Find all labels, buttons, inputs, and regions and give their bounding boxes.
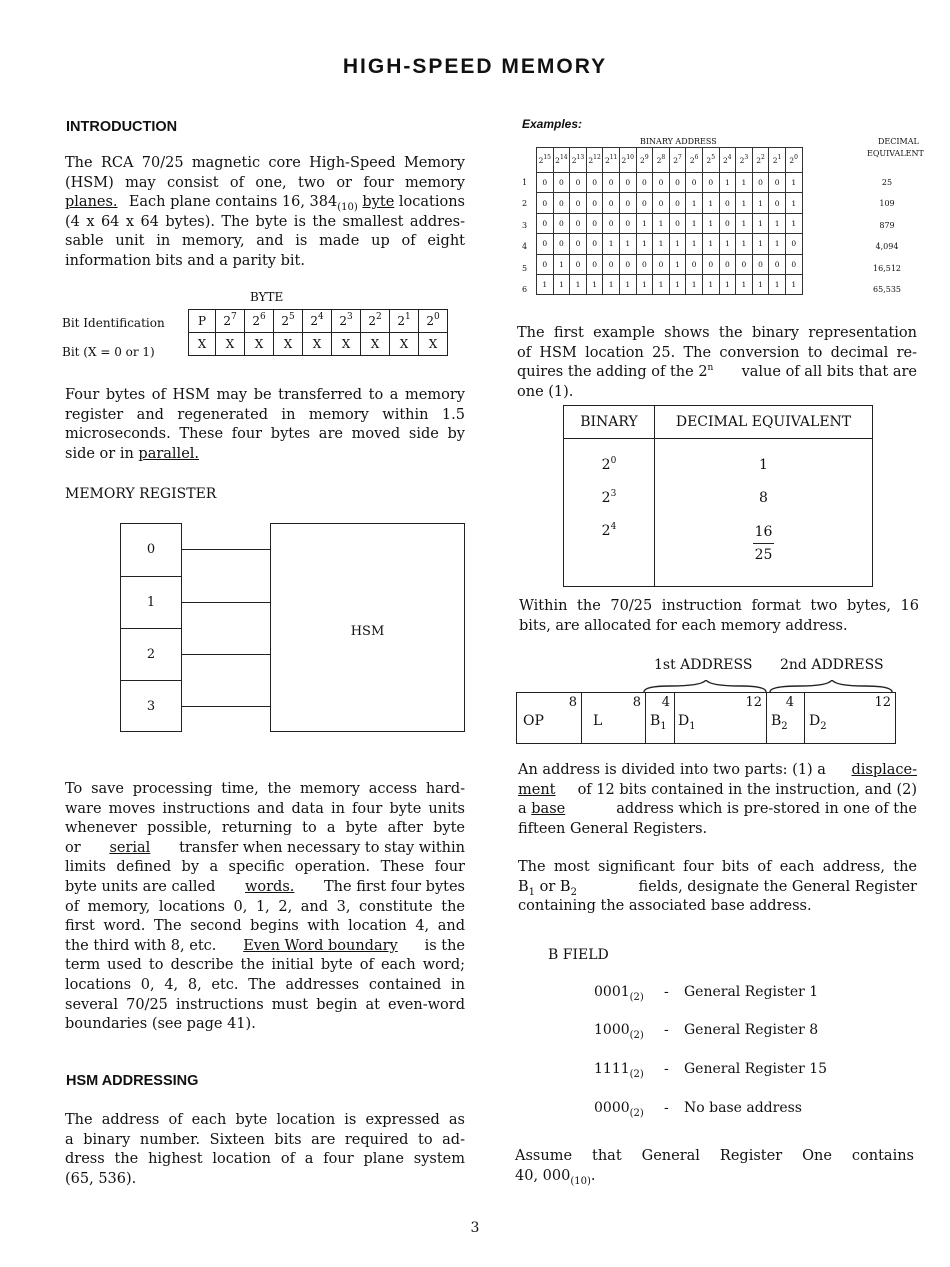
binary-bit-cell: 1 [669, 234, 686, 254]
binary-power: $2^0$ [601, 456, 617, 473]
binary-power-cell: $2^{12}$ [586, 148, 603, 173]
binary-bit-cell: 0 [553, 234, 570, 254]
intro-line: sable unit in memory, and is made up of eight [65, 233, 465, 250]
binary-bit-cell: 1 [603, 234, 620, 254]
processing-line [65, 839, 465, 859]
register-cell-2 [120, 628, 182, 681]
byte-bit-cell: $2^1$ [390, 310, 419, 333]
addressing-paragraph [65, 1111, 465, 1189]
binary-bit-cell: 0 [669, 213, 686, 233]
binary-bit-cell: 1 [736, 274, 753, 294]
byte-bit-cell: $2^5$ [274, 310, 303, 333]
intro-paragraph [65, 154, 465, 272]
binary-bit-cell: 0 [553, 193, 570, 213]
binary-bit-cell: 1 [686, 274, 703, 294]
binary-bit-cell: 1 [653, 213, 670, 233]
processing-text: the third with 8, etc. [65, 937, 217, 954]
binary-row-number: 5 [522, 263, 528, 273]
first-example-line: of HSM location 25. The conversion to decimal re- [517, 344, 917, 361]
binary-bit-cell: 0 [752, 173, 769, 193]
address-parts-text: a [518, 801, 527, 818]
term-displacement: displace- [851, 762, 917, 778]
binary-bit-cell: 0 [537, 254, 554, 274]
binary-bit-cell: 1 [785, 213, 802, 233]
binary-bit-cell: 0 [653, 193, 670, 213]
significant-bits-line: $B_1$ or $B_2$ fields, designate the General Register [518, 878, 917, 898]
b-field-entry: $0001_{(2)}$ - General Register 1 [594, 984, 819, 1003]
field-l [581, 693, 646, 743]
field-width: 12 [745, 695, 762, 710]
binary-bit-cell: 1 [702, 274, 719, 294]
binary-power-cell: $2^{13}$ [570, 148, 587, 173]
binary-bit-cell: 0 [653, 173, 670, 193]
page-title: HIGH-SPEED MEMORY [342, 55, 608, 78]
binary-bit-cell: 1 [619, 274, 636, 294]
subscript: (10) [337, 202, 358, 214]
binary-bit-cell: 1 [553, 254, 570, 274]
processing-line: boundaries (see page 41). [65, 1016, 256, 1033]
binary-bit-cell: 1 [719, 173, 736, 193]
binary-power-cell: $2^9$ [636, 148, 653, 173]
binary-bit-cell: 1 [752, 274, 769, 294]
processing-line: first word. The second begins with location 4, and [65, 918, 465, 935]
byte-value-cell: X [189, 333, 216, 356]
byte-table-title: BYTE [250, 290, 284, 304]
binary-decimal-value: 109 [879, 199, 895, 209]
binary-bit-cell: 0 [603, 213, 620, 233]
conversion-header-row [564, 406, 873, 439]
byte-value-cell: X [303, 333, 332, 356]
binary-bit-cell: 0 [702, 173, 719, 193]
first-example-line [517, 363, 917, 383]
intro-text: locations [398, 194, 465, 211]
memory-register-heading: MEMORY REGISTER [65, 486, 217, 502]
binary-bit-cell: 0 [636, 193, 653, 213]
binary-bit-cell: 1 [752, 234, 769, 254]
processing-line: To save processing time, the memory access hard- [65, 781, 465, 797]
binary-bit-cell: 0 [603, 193, 620, 213]
register-cell-0 [120, 523, 182, 577]
hsm-label: HSM [350, 624, 385, 639]
binary-bit-cell: 0 [537, 193, 554, 213]
significant-bits-paragraph [518, 858, 917, 917]
address-parts-text: of 12 bits contained in the instruction, and (2) [577, 781, 917, 798]
binary-bit-cell: 0 [785, 254, 802, 274]
b-field-entry: $0000_{(2)}$ - No base address [594, 1100, 802, 1119]
binary-bit-cell: 0 [537, 234, 554, 254]
binary-bit-cell: 1 [586, 274, 603, 294]
field-label: $B_1$ [650, 713, 667, 732]
binary-bit-cell: 0 [553, 173, 570, 193]
field-width: 8 [568, 695, 577, 710]
binary-bit-cell: 1 [769, 274, 786, 294]
address-parts-text: An address is divided into two parts: (1) a [518, 762, 826, 778]
binary-bit-cell: 1 [669, 274, 686, 294]
byte-value-cell: X [390, 333, 419, 356]
transfer-line: register and regenerated in memory within 1.5 [65, 406, 465, 423]
intro-heading: INTRODUCTION [66, 119, 178, 135]
b-field-entry: $1111_{(2)}$ - General Register 15 [594, 1061, 828, 1080]
binary-row [537, 193, 803, 213]
connector-line [182, 654, 270, 655]
binary-power: $2^3$ [601, 489, 617, 506]
intro-line: (HSM) may consist of one, two or four memory [65, 174, 465, 191]
byte-value-cell: X [274, 333, 303, 356]
field-label: $D_1$ [678, 713, 696, 732]
page-number: 3 [470, 1220, 480, 1236]
processing-line [65, 937, 465, 957]
binary-row [537, 234, 803, 254]
binary-bit-cell: 1 [736, 234, 753, 254]
binary-bit-cell: 1 [653, 274, 670, 294]
term-displacement: ment [518, 781, 556, 798]
decimal-total: 25 [754, 547, 773, 563]
address-parts-paragraph [518, 761, 917, 839]
binary-row [537, 213, 803, 233]
byte-row-values [189, 333, 448, 356]
binary-bit-cell: 1 [636, 274, 653, 294]
processing-line: of memory, locations 0, 1, 2, and 3, constitute the [65, 898, 465, 915]
assume-paragraph [515, 1147, 914, 1186]
conversion-table [563, 405, 873, 587]
second-address-label: 2nd ADDRESS [780, 657, 884, 673]
processing-line: limits defined by a specific operation. These four [65, 859, 465, 876]
binary-bit-cell: 1 [736, 173, 753, 193]
binary-row [537, 254, 803, 274]
binary-bit-cell: 1 [752, 213, 769, 233]
field-d2 [805, 693, 895, 743]
byte-value-cell: X [419, 333, 448, 356]
decimal-values [655, 439, 873, 587]
binary-bit-cell: 1 [553, 274, 570, 294]
address-parts-line [518, 800, 917, 820]
binary-row-number: 4 [522, 242, 528, 252]
binary-bit-cell: 1 [686, 234, 703, 254]
binary-column-header: BINARY [564, 406, 655, 439]
processing-text: or [65, 839, 81, 856]
binary-bit-cell: 0 [719, 193, 736, 213]
binary-decimal-value: 4,094 [875, 242, 899, 252]
first-address-label: 1st ADDRESS [654, 657, 753, 673]
hsm-box [270, 523, 465, 732]
binary-power-cell: $2^{11}$ [603, 148, 620, 173]
binary-bit-cell: 1 [702, 213, 719, 233]
binary-power-cell: $2^3$ [736, 148, 753, 173]
field-b2 [767, 693, 805, 743]
connector-line [182, 602, 270, 603]
binary-decimal-value: 16,512 [873, 263, 901, 273]
field-b1 [646, 693, 675, 743]
binary-bit-cell: 0 [636, 254, 653, 274]
binary-bit-cell: 0 [669, 173, 686, 193]
byte-value-cell: X [361, 333, 390, 356]
intro-line: The RCA 70/25 magnetic core High-Speed Memory [65, 155, 465, 171]
byte-bit-cell: $2^3$ [332, 310, 361, 333]
address-parts-text: address which is pre-stored in one of the [616, 801, 917, 818]
binary-address-title: BINARY ADDRESS [640, 137, 717, 146]
term-parallel: parallel. [138, 445, 200, 462]
addressing-line: The address of each byte location is expressed as [65, 1112, 465, 1128]
binary-power-cell: $2^{10}$ [619, 148, 636, 173]
equivalent-title: EQUIVALENT [867, 149, 924, 158]
binary-values [564, 439, 655, 587]
binary-row [537, 173, 803, 193]
intro-line: information bits and a parity bit. [65, 252, 305, 269]
byte-table [188, 309, 448, 356]
first-example-line: one (1). [517, 383, 574, 400]
binary-row-number: 1 [522, 178, 528, 187]
assume-line: 40, $000_{(10)}$. [515, 1167, 596, 1187]
transfer-line [65, 445, 465, 465]
address-parts-line: fifteen General Registers. [518, 820, 708, 837]
binary-bit-cell: 0 [636, 173, 653, 193]
binary-bit-cell: 1 [619, 234, 636, 254]
binary-power-cell: $2^2$ [752, 148, 769, 173]
field-label: L [593, 713, 603, 729]
binary-bit-cell: 0 [719, 213, 736, 233]
binary-bit-cell: 1 [769, 234, 786, 254]
binary-decimal-value: 879 [879, 220, 895, 230]
register-cell-label: 0 [146, 542, 156, 557]
processing-text: is the [424, 937, 465, 954]
binary-bit-cell: 0 [619, 173, 636, 193]
address-parts-line [518, 761, 917, 781]
field-width: 4 [785, 695, 794, 710]
binary-bit-cell: 1 [686, 213, 703, 233]
binary-bit-cell: 0 [719, 254, 736, 274]
binary-bit-cell: 0 [570, 234, 587, 254]
binary-power-cell: $2^5$ [702, 148, 719, 173]
transfer-paragraph [65, 386, 465, 464]
binary-power-cell: $2^{14}$ [553, 148, 570, 173]
conversion-body-row [564, 439, 873, 587]
field-width: 8 [632, 695, 641, 710]
binary-bit-cell: 0 [686, 173, 703, 193]
binary-bit-cell: 1 [537, 274, 554, 294]
processing-line: locations 0, 4, 8, etc. The addresses contained in [65, 976, 465, 993]
binary-decimal-value: 25 [881, 178, 893, 187]
addressing-line: a binary number. Sixteen bits are required to ad- [65, 1131, 465, 1148]
byte-row-identification [189, 310, 448, 333]
binary-bit-cell: 0 [570, 173, 587, 193]
register-cell-1 [120, 576, 182, 629]
processing-line: term used to describe the initial byte of each word; [65, 957, 465, 974]
binary-bit-cell: 1 [636, 213, 653, 233]
binary-bit-cell: 0 [769, 254, 786, 274]
significant-bits-line: The most significant four bits of each address, the [518, 859, 917, 875]
first-example-line: The first example shows the binary representation [517, 325, 917, 341]
decimal-value: 1 [759, 457, 768, 473]
format-paragraph [519, 597, 919, 636]
binary-bit-cell: 0 [653, 254, 670, 274]
binary-bit-cell: 1 [736, 193, 753, 213]
binary-bit-cell: 1 [702, 234, 719, 254]
byte-bit-cell: $2^0$ [419, 310, 448, 333]
register-cell-3 [120, 680, 182, 732]
term-base: base [531, 801, 566, 818]
intro-line: (4 x 64 x 64 bytes). The byte is the smallest addres- [65, 213, 465, 230]
first-example-text: quires the adding of the 2 [517, 364, 708, 381]
byte-value-cell: X [216, 333, 245, 356]
assume-line: Assume that General Register One contains [515, 1148, 914, 1164]
binary-power-cell: $2^1$ [769, 148, 786, 173]
binary-bit-cell: 1 [736, 213, 753, 233]
field-d1 [674, 693, 767, 743]
processing-line: whenever possible, returning to a byte after byte [65, 820, 465, 837]
bit-value-label: Bit (X = 0 or 1) [62, 345, 155, 359]
processing-text: The first four bytes [324, 878, 465, 895]
term-byte: byte [362, 194, 395, 211]
binary-row-number: 6 [522, 285, 528, 294]
processing-line: several 70/25 instructions must begin at even-word [65, 996, 465, 1013]
examples-heading: Examples: [522, 117, 583, 131]
binary-bit-cell: 0 [785, 234, 802, 254]
binary-bit-cell: 0 [586, 193, 603, 213]
binary-bit-cell: 1 [603, 274, 620, 294]
byte-bit-cell: $2^6$ [245, 310, 274, 333]
binary-bit-cell: 0 [769, 173, 786, 193]
binary-power-cell: $2^8$ [653, 148, 670, 173]
byte-bit-cell: $2^7$ [216, 310, 245, 333]
term-serial: serial [109, 839, 151, 856]
binary-bit-cell: 1 [686, 193, 703, 213]
format-line: bits, are allocated for each memory address. [519, 617, 848, 634]
binary-bit-cell: 0 [702, 254, 719, 274]
binary-bit-cell: 0 [769, 193, 786, 213]
binary-power-cell: $2^7$ [669, 148, 686, 173]
b-field-heading: B FIELD [548, 947, 609, 963]
field-width: 4 [661, 695, 670, 710]
binary-bit-cell: 1 [752, 193, 769, 213]
field-label: OP [523, 713, 544, 729]
decimal-value: 16 [656, 515, 871, 544]
transfer-line: microseconds. These four bytes are moved side by [65, 426, 465, 443]
binary-bit-cell: 0 [736, 254, 753, 274]
binary-bit-cell: 0 [570, 254, 587, 274]
processing-line: ware moves instructions and data in four byte units [65, 800, 465, 817]
byte-value-cell: X [332, 333, 361, 356]
byte-value-cell: X [245, 333, 274, 356]
significant-bits-line: containing the associated base address. [518, 898, 812, 915]
binary-bit-cell: 1 [719, 234, 736, 254]
binary-power-cell: $2^4$ [719, 148, 736, 173]
decimal-title: DECIMAL [878, 137, 919, 146]
binary-bit-cell: 0 [619, 193, 636, 213]
format-line: Within the 70/25 instruction format two bytes, 16 [519, 598, 919, 614]
processing-paragraph [65, 780, 465, 1035]
processing-text: transfer when necessary to stay within [179, 839, 465, 856]
binary-header-row [537, 148, 803, 173]
binary-bit-cell: 0 [603, 173, 620, 193]
binary-bit-cell: 1 [702, 193, 719, 213]
register-cell-label: 3 [146, 699, 156, 714]
instruction-format-diagram [516, 692, 896, 744]
bit-identification-label: Bit Identification [62, 316, 165, 330]
transfer-text: side or in [65, 445, 134, 462]
binary-power-cell: $2^{15}$ [537, 148, 554, 173]
binary-power-cell: $2^0$ [785, 148, 802, 173]
binary-power: $2^4$ [601, 522, 617, 539]
intro-text: Each plane contains 16, 384 [128, 194, 338, 211]
first-example-text: value of all bits that are [741, 364, 917, 381]
binary-bit-cell: 0 [570, 213, 587, 233]
connector-line [182, 706, 270, 707]
binary-bit-cell: 0 [619, 254, 636, 274]
binary-bit-cell: 0 [686, 254, 703, 274]
binary-bit-cell: 0 [586, 173, 603, 193]
hsm-addressing-heading: HSM ADDRESSING [66, 1073, 199, 1089]
binary-bit-cell: 1 [785, 274, 802, 294]
binary-bit-cell: 0 [586, 213, 603, 233]
binary-bit-cell: 1 [653, 234, 670, 254]
b-field-entry: $1000_{(2)}$ - General Register 8 [594, 1022, 819, 1041]
binary-row-number: 3 [522, 220, 528, 230]
byte-bit-cell: $2^2$ [361, 310, 390, 333]
binary-address-table [536, 147, 803, 295]
decimal-column-header: DECIMAL EQUIVALENT [655, 406, 873, 439]
processing-text: byte units are called [65, 878, 216, 895]
decimal-value: 8 [759, 490, 768, 506]
binary-bit-cell: 1 [769, 213, 786, 233]
transfer-line: Four bytes of HSM may be transferred to a memory [65, 387, 465, 403]
binary-row [537, 274, 803, 294]
binary-bit-cell: 1 [719, 274, 736, 294]
address-parts-line [518, 781, 917, 801]
term-even-word-boundary: Even Word boundary [243, 937, 398, 954]
register-cell-label: 1 [146, 595, 156, 610]
binary-bit-cell: 1 [570, 274, 587, 294]
register-cell-label: 2 [146, 647, 156, 662]
connector-line [182, 549, 270, 550]
field-label: $D_2$ [809, 713, 827, 732]
binary-bit-cell: 1 [785, 173, 802, 193]
addressing-line: (65, 536). [65, 1170, 137, 1187]
term-words: words. [244, 878, 295, 895]
binary-bit-cell: 0 [669, 193, 686, 213]
binary-bit-cell: 0 [603, 254, 620, 274]
binary-bit-cell: 0 [553, 213, 570, 233]
binary-bit-cell: 1 [785, 193, 802, 213]
binary-bit-cell: 1 [669, 254, 686, 274]
byte-bit-cell: $2^4$ [303, 310, 332, 333]
binary-bit-cell: 0 [570, 193, 587, 213]
binary-bit-cell: 0 [537, 173, 554, 193]
binary-bit-cell: 1 [636, 234, 653, 254]
binary-bit-cell: 0 [619, 213, 636, 233]
first-example-paragraph [517, 324, 917, 402]
binary-bit-cell: 0 [586, 254, 603, 274]
intro-line [65, 193, 465, 213]
field-width: 12 [874, 695, 891, 710]
byte-parity-cell: P [189, 310, 216, 333]
binary-bit-cell: 0 [752, 254, 769, 274]
field-op [517, 693, 582, 743]
binary-bit-cell: 0 [586, 234, 603, 254]
term-planes: planes. [65, 194, 118, 211]
superscript: n [707, 363, 714, 374]
processing-line [65, 878, 465, 898]
significant-bits-text: fields, designate the General Register [638, 878, 917, 895]
binary-power-cell: $2^6$ [686, 148, 703, 173]
binary-decimal-value: 65,535 [873, 285, 901, 294]
binary-row-number: 2 [522, 199, 528, 209]
field-label: $B_2$ [771, 713, 788, 732]
addressing-line: dress the highest location of a four plane system [65, 1151, 465, 1168]
binary-bit-cell: 0 [537, 213, 554, 233]
